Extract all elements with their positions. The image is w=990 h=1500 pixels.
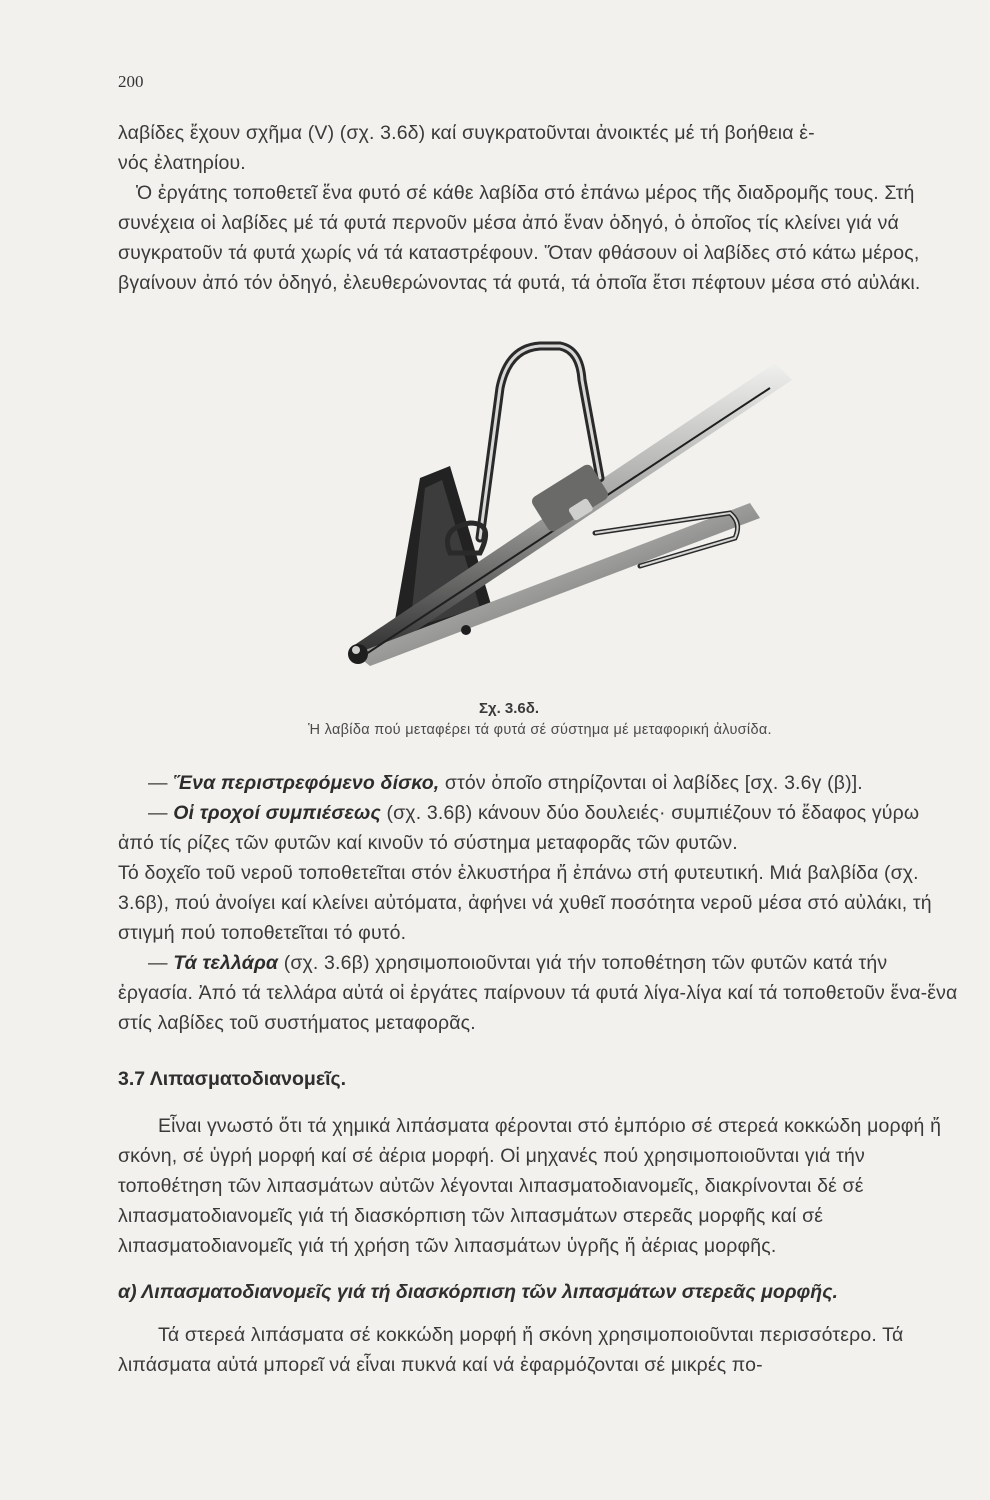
intro-text	[118, 118, 958, 298]
section-paragraph: Εἶναι γνωστό ὅτι τά χημικά λιπάσματα φέρονται στό ἐμπόριο σέ στερεά κοκκώδη μορφή ἤ σκόνη, σέ ὑγρή μορφή καί σέ ἀέρια μορφή. Οἱ μηχανές πού χρησιμοποιοῦνται γιά τήν τοποθέτηση τῶν λιπασμάτων αὐτῶν λέγονται λιπασματοδιανομεῖς, διακρίνονται δέ σέ λιπασματοδιανομεῖς γιά τή διασκόρπιση τῶν λιπασμάτων στερεᾶς μορφῆς καί σέ λιπασματοδιανομεῖς γιά τή χρήση τῶν λιπασμάτων ὑγρῆς ἤ ἀέριας μορφῆς.	[118, 1115, 942, 1257]
figure-clamp-illustration	[330, 328, 800, 678]
item-1-dash: —	[148, 772, 168, 794]
items-text	[118, 768, 958, 1038]
page-number: 200	[118, 72, 144, 91]
figure-caption: Ἡ λαβίδα πού μεταφέρει τά φυτά σέ σύστημα μέ μεταφορική ἀλυσίδα.	[308, 722, 772, 738]
section-3-7	[118, 1068, 958, 1380]
item-1-text: στόν ὁποῖο στηρίζονται οἱ λαβίδες [σχ. 3.6γ (β)].	[439, 772, 863, 794]
section-heading: 3.7 Λιπασματοδιανομεῖς.	[118, 1068, 347, 1090]
item-2-lead: Οἱ τροχοί συμπιέσεως	[173, 802, 381, 824]
item-2	[118, 798, 958, 858]
intro-paragraph-2: Ὁ ἐργάτης τοποθετεῖ ἕνα φυτό σέ κάθε λαβίδα στό ἐπάνω μέρος τῆς διαδρομῆς τους. Στή συνέχεια οἱ λαβίδες μέ τά φυτά περνοῦν μέσα ἀπό ἕναν ὁδηγό, ὁ ὁποῖος τίς κλείνει γιά νά συγκρατοῦν τά φυτά χωρίς νά τά καταστρέφουν. Ὅταν φθάσουν οἱ λαβίδες στό κάτω μέρος, βγαίνουν ἀπό τόν ὁδηγό, ἐλευθερώνοντας τά φυτά, τά ὁποῖα ἔτσι πέφτουν μέσα στό αὐλάκι.	[118, 182, 921, 294]
section-subheading: α) Λιπασματοδιανομεῖς γιά τή διασκόρπιση τῶν λιπασμάτων στερεᾶς μορφῆς.	[118, 1281, 838, 1303]
clamp-drawing	[330, 328, 800, 678]
intro-line-2: νός ἐλατηρίου.	[118, 152, 246, 174]
item-3-text: (σχ. 3.6β) χρησιμοποιοῦνται γιά τήν τοποθέτηση τῶν φυτῶν κατά τήν ἐργασία. Ἀπό τά τελλάρα αὐτά οἱ ἐργάτες παίρνουν τά φυτά λίγα-λίγα καί τά τοποθετοῦν ἕνα-ἕνα στίς λαβίδες τοῦ συστήματος μεταφορᾶς.	[118, 952, 958, 1034]
item-1	[118, 768, 958, 798]
item-2-text: (σχ. 3.6β) κάνουν δύο δουλειές· συμπιέζουν τό ἔδαφος γύρω ἀπό τίς ρίζες τῶν φυτῶν καί κινοῦν τό σύστημα μεταφορᾶς τῶν φυτῶν.	[118, 802, 920, 854]
item-3-lead: Τά τελλάρα	[173, 952, 279, 974]
item-3-dash: —	[148, 952, 168, 974]
item-2-continuation: Τό δοχεῖο τοῦ νεροῦ τοποθετεῖται στόν ἑλκυστήρα ἤ ἐπάνω στή φυτευτική. Μιά βαλβίδα (σχ. 3.6β), πού ἀνοίγει καί κλείνει αὐτόματα, ἀφήνει νά χυθεῖ ποσότητα νεροῦ μέσα στό αὐλάκι, τή στιγμή πού τοποθετεῖται τό φυτό.	[118, 862, 932, 944]
intro-line-1: λαβίδες ἔχουν σχῆμα (V) (σχ. 3.6δ) καί συγκρατοῦνται ἀνοικτές μέ τή βοήθεια ἑ-	[118, 122, 815, 144]
item-2-dash: —	[148, 802, 168, 824]
figure-label: Σχ. 3.6δ.	[478, 700, 540, 717]
item-3	[118, 948, 958, 1038]
item-1-lead: Ἕνα περιστρεφόμενο δίσκο,	[173, 772, 440, 794]
section-sub-paragraph: Τά στερεά λιπάσματα σέ κοκκώδη μορφή ἤ σκόνη χρησιμοποιοῦνται περισσότερο. Τά λιπάσματα αὐτά μπορεῖ νά εἶναι πυκνά καί νά ἐφαρμόζονται σέ μικρές πο-	[118, 1324, 904, 1376]
